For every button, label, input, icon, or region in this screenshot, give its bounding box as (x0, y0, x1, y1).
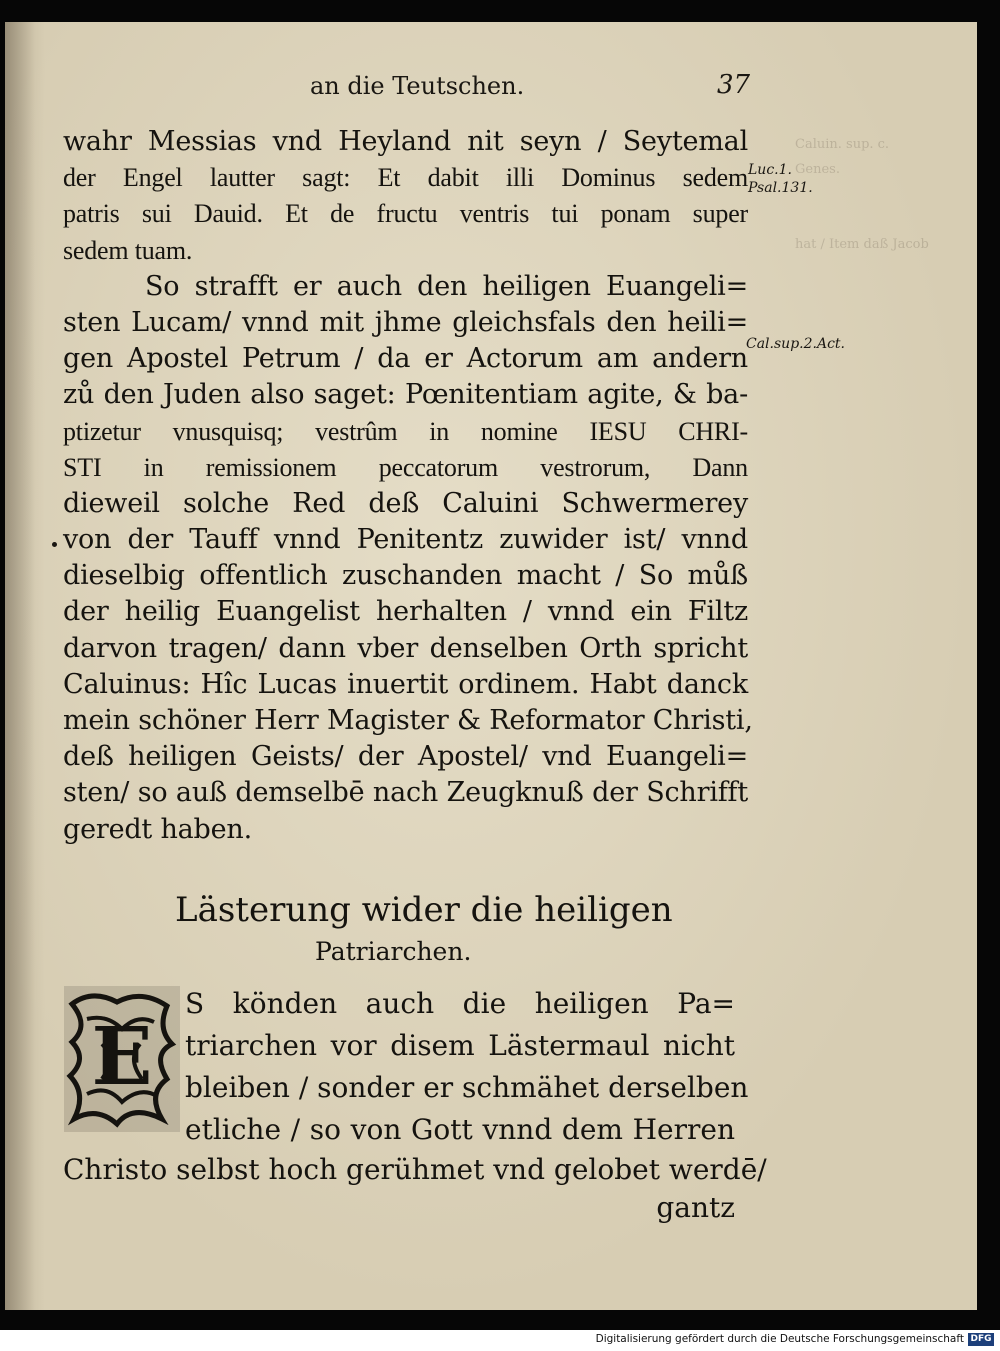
margin-note: Luc.1. (748, 162, 792, 178)
margin-note: Psal.131. (748, 180, 813, 196)
body-text (63, 124, 753, 848)
text-line: darvon tragen/ dann vber denselben Orth spricht (63, 632, 748, 664)
text-line: deß heiligen Geists/ der Apostel/ vnd Euangeli= (63, 741, 748, 773)
book-page (5, 22, 977, 1310)
page-gutter-shadow (5, 22, 35, 1310)
section-heading: Lästerung wider die heiligen (175, 890, 673, 930)
text-line: sten/ so auß demselbē nach Zeugknuß der Schrifft (63, 777, 748, 809)
text-line: sedem tuam. (63, 235, 193, 265)
drop-cap-letter: E (91, 1009, 153, 1103)
text-line: gen Apostel Petrum / da er Actorum am andern (63, 343, 748, 375)
text-line: So strafft er auch den heiligen Euangeli= (145, 270, 748, 302)
text-line: patris sui Dauid. Et de fructu ventris tui ponam super (63, 199, 748, 229)
text-line: etliche / so von Gott vnnd dem Herren (185, 1113, 735, 1146)
digitization-credit: Digitalisierung gefördert durch die Deutsche Forschungsgemeinschaft (595, 1333, 964, 1345)
running-head: an die Teutschen. (310, 72, 525, 100)
section-subheading: Patriarchen. (315, 937, 472, 966)
text-line: S könden auch die heiligen Pa= (185, 987, 735, 1020)
text-line: dieweil solche Red deß Caluini Schwermerey (63, 487, 748, 519)
text-line: zů den Juden also saget: Pœnitentiam agite, & ba- (63, 379, 748, 411)
text-line: Christo selbst hoch gerühmet vnd gelobet werdē/ (63, 1153, 767, 1186)
text-line: geredt haben. (63, 813, 252, 845)
text-line: der Engel lautter sagt: Et dabit illi Dominus sedem (63, 163, 748, 193)
text-line: Caluinus: Hîc Lucas inuertit ordinem. Habt danck (63, 668, 748, 700)
ink-speck (52, 542, 57, 547)
text-line: von der Tauff vnnd Penitentz zuwider ist/ vnnd (63, 524, 748, 556)
text-line: triarchen vor disem Lästermaul nicht (185, 1029, 735, 1062)
text-line: bleiben / sonder er schmähet derselben (185, 1071, 749, 1104)
page-number: 37 (717, 70, 751, 100)
bleed-through-text: Caluin. sup. c. Genes. hat / Item daß Jacob (795, 137, 929, 252)
text-line: wahr Messias vnd Heyland nit seyn / Seytemal (63, 126, 748, 157)
catchword: gantz (656, 1191, 735, 1224)
dfg-logo: DFG (968, 1333, 994, 1346)
text-line: STI in remissionem peccatorum vestrorum, Dann (63, 452, 748, 482)
text-line: der heilig Euangelist herhalten / vnnd ein Filtz (63, 596, 748, 628)
text-line: sten Lucam/ vnnd mit jhme gleichsfals den heili= (63, 306, 748, 338)
margin-note: Cal.sup.2.Act. (746, 336, 845, 352)
ornamental-drop-initial (62, 984, 182, 1134)
text-line: ptizetur vnusquisq; vestrûm in nomine IESU CHRI- (63, 416, 748, 446)
text-line: mein schöner Herr Magister & Reformator Christi, (63, 705, 753, 736)
text-line: dieselbig offentlich zuschanden macht / So můß (63, 560, 748, 592)
